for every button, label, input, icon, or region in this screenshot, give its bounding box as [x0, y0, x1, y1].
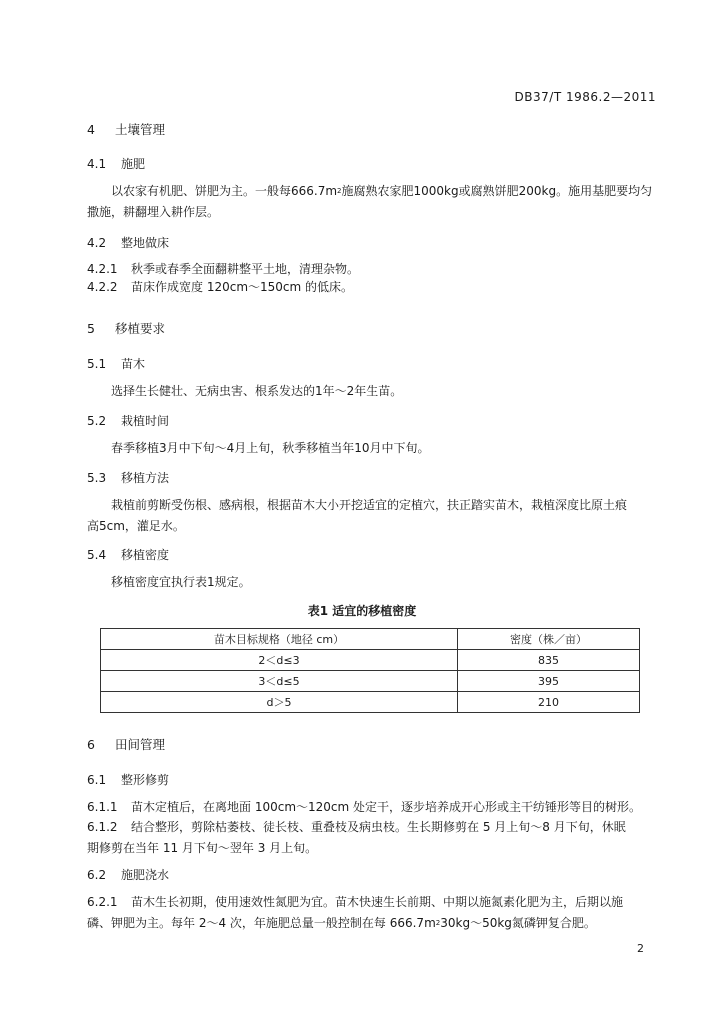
section-heading-5 [87, 319, 165, 337]
item-text: 磷、钾肥为主。每年 2～4 次，年施肥总量一般控制在每 666.7m [87, 916, 436, 930]
subsection-number: 5.2 [87, 414, 107, 428]
item-4-2-2 [87, 277, 353, 298]
subsection-title: 栽植时间 [121, 414, 170, 428]
table-row [101, 650, 640, 671]
paragraph-text: 高5cm，灌足水。 [87, 519, 185, 533]
paragraph-text: 施腐熟农家肥1000kg或腐熟饼肥200kg。施用基肥要均匀 [341, 184, 653, 198]
table-row [101, 671, 640, 692]
subsection-title: 苗木 [121, 357, 146, 371]
paragraph-5-4: 移植密度宜执行表1规定。 [111, 575, 251, 589]
item-text: 苗木定植后，在离地面 100cm～120cm 处定干，逐步培养成开心形或主干纺锤形等目的树形。 [131, 800, 642, 814]
paragraph-text: 栽植前剪断受伤根、感病根，根据苗木大小开挖适宜的定植穴，扶正踏实苗木，栽植深度比原土痕 [111, 498, 628, 512]
subsection-number: 4.1 [87, 157, 107, 171]
item-number: 4.2.1 [87, 262, 118, 276]
item-number: 6.2.1 [87, 895, 118, 909]
item-text: 期修剪在当年 11 月下旬～翌年 3 月上旬。 [87, 841, 318, 855]
item-6-1-1 [87, 797, 641, 818]
paragraph-5-1: 选择生长健壮、无病虫害、根系发达的1年～2年生苗。 [111, 384, 403, 398]
table-header-row [101, 629, 640, 650]
item-number: 6.1.1 [87, 800, 118, 814]
table-cell: 835 [458, 650, 640, 671]
subsection-number: 5.4 [87, 548, 107, 562]
table-header-cell: 密度（株／亩） [458, 629, 640, 650]
paragraph-text: 撒施，耕翻埋入耕作层。 [87, 205, 220, 219]
item-number: 4.2.2 [87, 280, 118, 294]
subsection-heading-5-3 [87, 469, 169, 486]
subsection-title: 整形修剪 [121, 773, 170, 787]
subsection-title: 整地做床 [121, 236, 170, 250]
subsection-heading-4-2 [87, 234, 169, 251]
item-text: 苗床作成宽度 120cm～150cm 的低床。 [131, 280, 354, 294]
subsection-heading-5-1 [87, 355, 145, 372]
table-cell: 3＜d≤5 [101, 671, 458, 692]
paragraph-5-3 [87, 495, 659, 537]
subsection-number: 4.2 [87, 236, 107, 250]
subsection-title: 施肥 [121, 157, 146, 171]
subsection-number: 5.1 [87, 357, 107, 371]
subsection-heading-5-4 [87, 546, 169, 563]
section-number: 4 [87, 122, 95, 137]
subsection-number: 5.3 [87, 471, 107, 485]
subsection-heading-6-2 [87, 866, 169, 883]
table-cell: 210 [458, 692, 640, 713]
table-title: 表1 适宜的移植密度 [307, 604, 417, 618]
subsection-heading-5-2 [87, 412, 169, 429]
paragraph-text: 以农家有机肥、饼肥为主。一般每666.7m [111, 184, 338, 198]
subsection-number: 6.1 [87, 773, 107, 787]
section-title: 移植要求 [115, 321, 166, 336]
section-heading-4 [87, 120, 165, 138]
document-id: DB37/T 1986.2—2011 [514, 90, 656, 104]
table-header-cell: 苗木目标规格（地径 cm） [101, 629, 458, 650]
section-heading-6 [87, 735, 165, 753]
paragraph-5-2: 春季移植3月中下旬～4月上旬，秋季移植当年10月中下旬。 [111, 441, 430, 455]
subsection-title: 施肥浇水 [121, 868, 170, 882]
item-text: 秋季或春季全面翻耕整平土地，清理杂物。 [131, 262, 360, 276]
item-6-2-1 [87, 892, 659, 934]
table-cell: 2＜d≤3 [101, 650, 458, 671]
subsection-heading-6-1 [87, 771, 169, 788]
table-cell: d＞5 [101, 692, 458, 713]
density-table [100, 628, 640, 713]
item-text: 苗木生长初期，使用速效性氮肥为宜。苗木快速生长前期、中期以施氮素化肥为主，后期以施 [131, 895, 624, 909]
table-row [101, 692, 640, 713]
item-number: 6.1.2 [87, 820, 118, 834]
subsection-number: 6.2 [87, 868, 107, 882]
subsection-title: 移植方法 [121, 471, 170, 485]
section-number: 6 [87, 737, 95, 752]
paragraph-4-1 [87, 181, 659, 223]
item-text: 30kg～50kg氮磷钾复合肥。 [440, 916, 596, 930]
item-6-1-2 [87, 817, 659, 859]
section-title: 土壤管理 [115, 122, 166, 137]
subsection-heading-4-1 [87, 155, 145, 172]
section-number: 5 [87, 321, 95, 336]
subsection-title: 移植密度 [121, 548, 170, 562]
section-title: 田间管理 [115, 737, 166, 752]
page-number: 2 [637, 942, 644, 955]
superscript: 2 [337, 187, 342, 195]
item-text: 结合整形，剪除枯萎枝、徒长枝、重叠枝及病虫枝。生长期修剪在 5 月上旬～8 月下旬，休眠 [131, 820, 626, 834]
superscript: 2 [435, 919, 441, 927]
table-cell: 395 [458, 671, 640, 692]
